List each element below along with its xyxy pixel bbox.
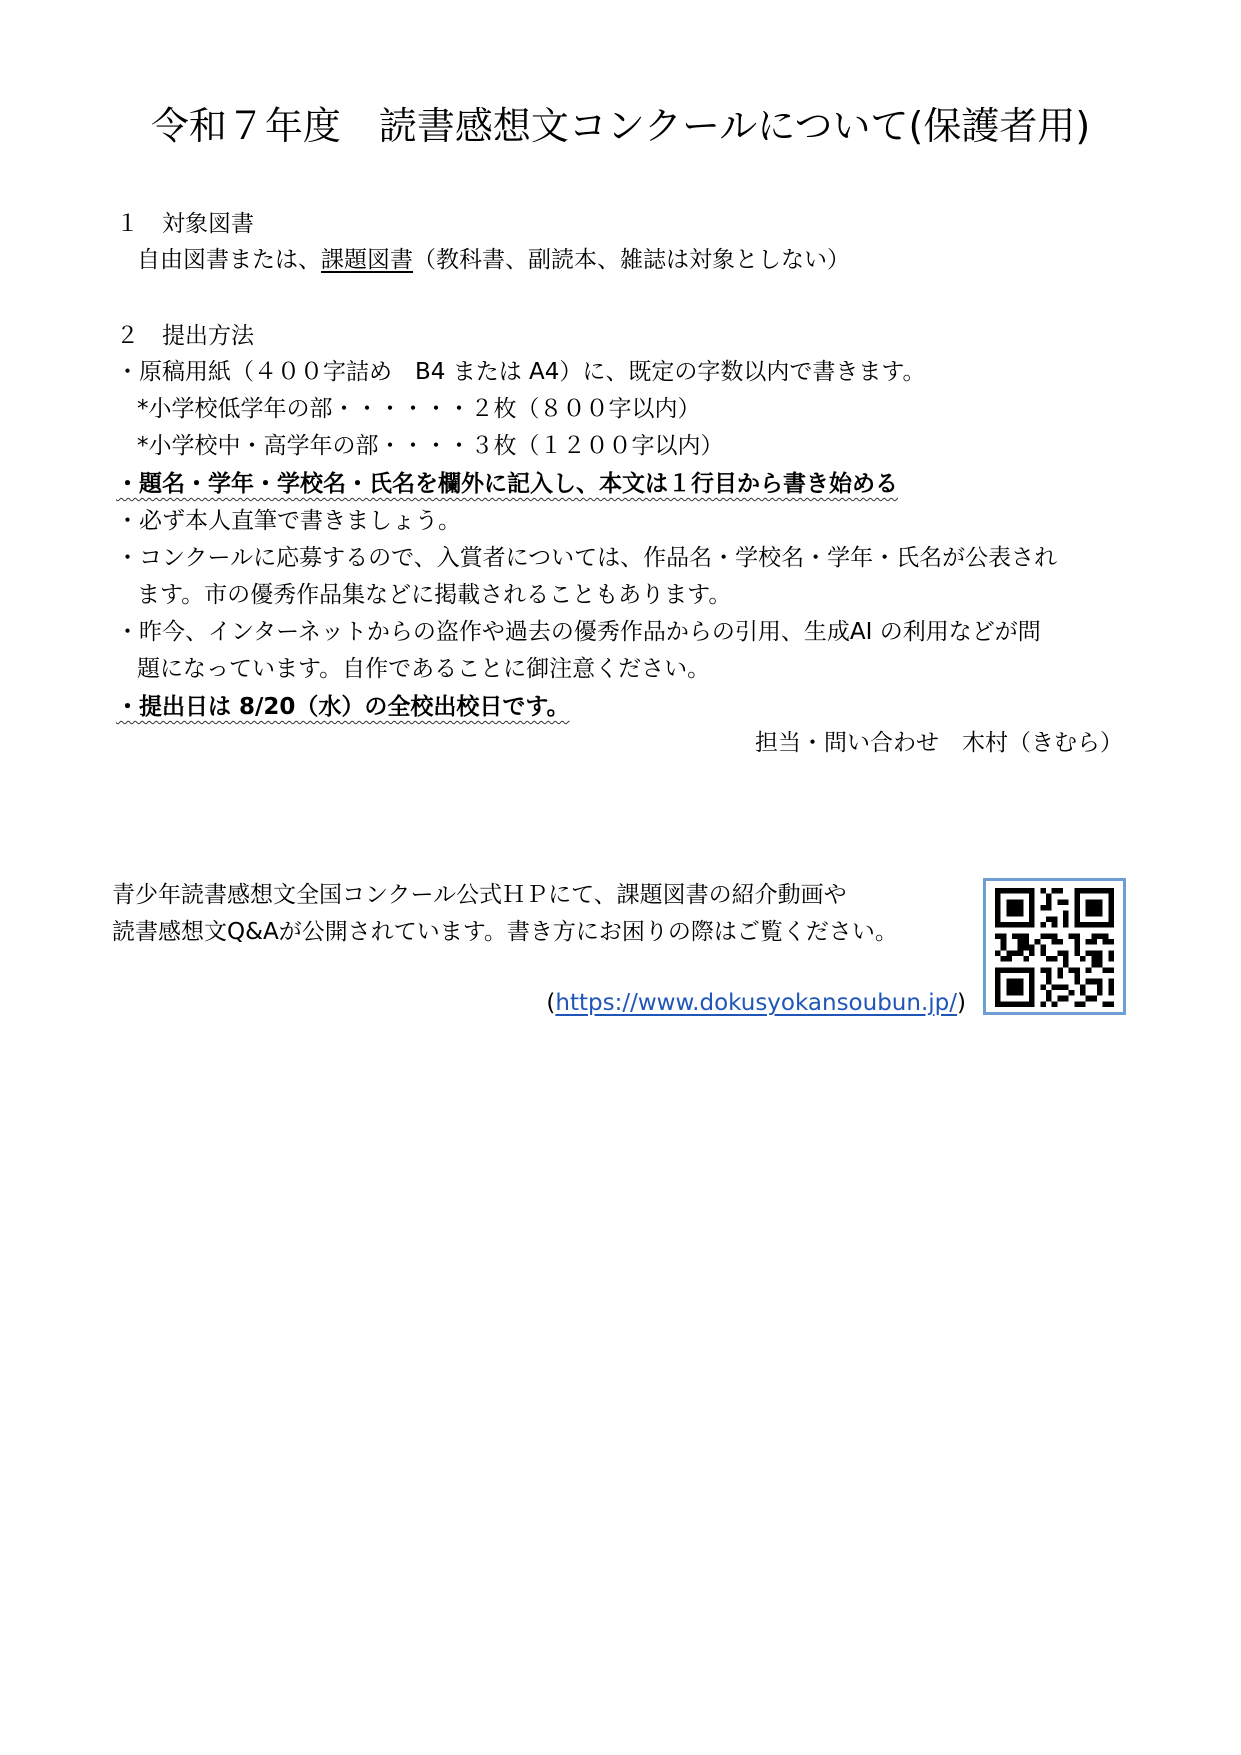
submission-item-header-info: ・題名・学年・学校名・氏名を欄外に記入し、本文は１行目から書き始める [116,471,898,497]
submission-sub-lower-grades: *小学校低学年の部・・・・・・２枚（８００字以内） [137,396,701,422]
submission-item-paper: ・原稿用紙（４００字詰め B4 または A4）に、既定の字数以内で書きます。 [116,359,926,385]
url-close-paren: ) [957,990,966,1016]
assigned-books-text: 課題図書 [321,247,413,273]
submission-item-plagiarism-line2: 題になっています。自作であることに御注意ください。 [137,656,711,682]
submission-sub-upper-grades: *小学校中・高学年の部・・・・３枚（１２００字以内） [137,433,724,459]
submission-item-publication-line1: ・コンクールに応募するので、入賞者については、作品名・学校名・学年・氏名が公表され [116,545,1058,571]
books-line-suffix: （教科書、副読本、雑誌は対象としない） [413,247,850,273]
books-line-prefix: 自由図書または、 [137,247,321,273]
qr-code-icon [995,888,1114,1007]
submission-item-deadline: ・提出日は 8/20（水）の全校出校日です。 [116,694,570,720]
section-books-line [137,242,850,278]
url-open-paren: ( [546,990,556,1016]
qr-code-frame [983,878,1126,1015]
section-submission-heading: ２ 提出方法 [116,323,254,349]
contact-person: 担当・問い合わせ 木村（きむら） [755,730,1123,756]
footer-info-line1: 青少年読書感想文全国コンクール公式ＨＰにて、課題図書の紹介動画や [112,882,847,908]
submission-item-plagiarism-line1: ・昨今、インターネットからの盗作や過去の優秀作品からの引用、生成AI の利用などが問 [116,619,1041,645]
official-site-link[interactable]: https://www.dokusyokansoubun.jp/ [555,990,958,1016]
footer-url-line [546,985,966,1021]
footer-info-line2: 読書感想文Q&Aが公開されています。書き方にお困りの際はご覧ください。 [112,919,898,945]
section-books-heading: １ 対象図書 [116,211,254,237]
submission-item-handwritten: ・必ず本人直筆で書きましょう。 [116,508,461,534]
submission-item-publication-line2: ます。市の優秀作品集などに掲載されることもあります。 [137,582,732,608]
page-title: 令和７年度 読書感想文コンクールについて(保護者用) [150,104,1091,148]
